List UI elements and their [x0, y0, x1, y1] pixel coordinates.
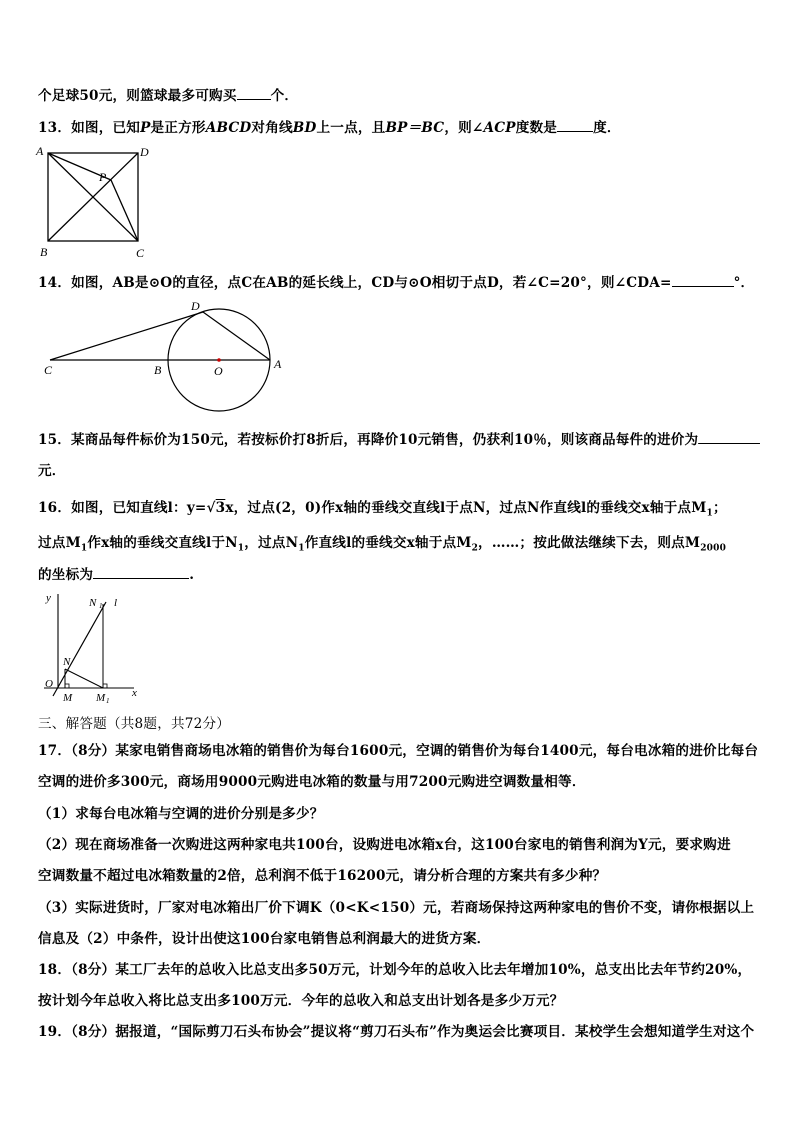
- q12-tail-text: 个足球50元，则篮球最多可购买: [38, 88, 237, 104]
- q16-c1: 的坐标为: [38, 567, 94, 583]
- q18-line1: 18．（8分）某工厂去年的总收入比总支出多50万元，计划今年的总收入比去年增加10%，总支出比去年节约20%，: [38, 962, 752, 978]
- q13-p: P: [140, 120, 151, 136]
- q16-sub-n1b: 1: [298, 543, 305, 554]
- q16-line1: [38, 496, 727, 519]
- sqrt-symbol: √: [206, 500, 216, 516]
- q16-sub-m1: 1: [80, 543, 88, 554]
- q16-line-figure: [38, 590, 148, 710]
- q17-part2b: 空调数量不超过电冰箱数量的2倍，总利润不低于16200元，请分析合理的方案共有多少种？: [38, 868, 607, 884]
- line-l: [53, 602, 106, 696]
- q17-line1: 17．（8分）某家电销售商场电冰箱的销售价为每台1600元，空调的销售价为每台1400元，每台电冰箱的进价比每台: [38, 743, 759, 759]
- q16-root: 3: [215, 500, 226, 516]
- label-a: A: [274, 357, 282, 371]
- q16-a3: ；: [712, 500, 727, 516]
- q13-abcd: ABCD: [205, 120, 252, 136]
- label-n: N: [63, 656, 71, 668]
- q17-part3b: 信息及（2）中条件，设计出使这100台家电销售总利润最大的进货方案．: [38, 931, 491, 947]
- q15-unit: 元．: [38, 463, 66, 479]
- q15-answer-blank[interactable]: [698, 431, 760, 444]
- q16-sub-2000: 2000: [700, 543, 727, 554]
- q15-line1: [38, 428, 760, 448]
- label-o: O: [214, 364, 223, 378]
- label-b: B: [40, 245, 48, 259]
- q12-answer-blank[interactable]: [237, 87, 271, 100]
- segment-da: [203, 312, 270, 360]
- label-n1-sub: 1: [99, 602, 103, 610]
- q16-a2: x，过点(2，0)作x轴的垂线交直线l于点N，过点N作直线l的垂线交x轴于点M: [225, 500, 707, 516]
- label-b: B: [154, 363, 162, 377]
- q13-bd: BD: [292, 120, 317, 136]
- q14-text: 14．如图，AB是⊙O的直径，点C在AB的延长线上，CD与⊙O相切于点D，若∠C=20°，则∠CDA=: [38, 275, 672, 291]
- q13-t2: 是正方形: [150, 120, 206, 136]
- label-d: D: [191, 299, 200, 313]
- q15-line2: [38, 459, 66, 479]
- q13-number: 13．: [38, 120, 72, 136]
- q16-line3: [38, 563, 194, 583]
- segment-pc: [111, 180, 138, 241]
- label-l: l: [114, 597, 118, 609]
- q16-b2: 作x轴的垂线交直线l于N: [87, 535, 238, 551]
- label-y: y: [46, 592, 51, 604]
- q17-part2a: （2）现在商场准备一次购进这两种家电共100台，设购进电冰箱x台，这100台家电的销售利润为Y元，要求购进: [38, 837, 731, 853]
- label-x: x: [132, 687, 137, 699]
- q13-square-figure: [36, 143, 156, 263]
- q19-line1: 19．（8分）据报道，“国际剪刀石头布协会”提议将“剪刀石头布”作为奥运会比赛项目．某校学生会想知道学生对这个: [38, 1024, 755, 1040]
- q16-c2: .: [189, 567, 195, 583]
- q16-sub-m2: 2: [471, 543, 479, 554]
- q16-b4: 作直线l的垂线交x轴于点M: [304, 535, 472, 551]
- q16-b3: ，过点N: [244, 535, 299, 551]
- right-angle-m1: [103, 684, 107, 688]
- tangent-cd: [50, 312, 203, 360]
- q13-t5: ，则∠: [444, 120, 484, 136]
- q15-text: 15．某商品每件标价为150元，若按标价打8折后，再降价10元销售，仍获利10％，则该商品每件的进价为: [38, 432, 699, 448]
- section-heading: 三、解答题（共8题，共72分）: [38, 716, 231, 732]
- q13-acp: ACP: [483, 120, 516, 136]
- q16-sub1: 1: [706, 508, 713, 519]
- q13-text: [38, 116, 621, 136]
- q13-t6: 度数是: [515, 120, 558, 136]
- center-dot: [217, 358, 221, 362]
- q13-t3: 对角线: [251, 120, 293, 136]
- label-o: O: [45, 678, 53, 690]
- right-angle-m: [65, 684, 69, 688]
- segment-nm1: [65, 669, 103, 688]
- q12-tail-line: [38, 84, 298, 104]
- q13-unit: 度．: [593, 120, 621, 136]
- q13-t4: 上一点，且: [316, 120, 386, 136]
- q13-eq: BP＝BC: [385, 120, 445, 136]
- q13-t1: 如图，已知: [71, 120, 141, 136]
- q16-b5: ，……；按此做法继续下去，则点M: [478, 535, 701, 551]
- q14-text-line: [38, 271, 754, 291]
- label-d: D: [140, 145, 149, 159]
- q13-answer-blank[interactable]: [557, 119, 593, 132]
- label-m1: M: [96, 692, 106, 704]
- q17-part1: （1）求每台电冰箱与空调的进价分别是多少？: [38, 806, 324, 822]
- q14-unit: °．: [733, 275, 755, 291]
- label-m1-sub: 1: [106, 697, 110, 705]
- label-p: P: [99, 170, 107, 184]
- label-a: A: [36, 144, 44, 158]
- label-c: C: [44, 363, 53, 377]
- q17-part3a: （3）实际进货时，厂家对电冰箱出厂价下调K（0<K<150）元，若商场保持这两种家电的售价不变，请你根据以上: [38, 900, 755, 916]
- q16-sub-n1a: 1: [237, 543, 245, 554]
- q18-line2: 按计划今年总收入将比总支出多100万元．今年的总收入和总支出计划各是多少万元？: [38, 993, 564, 1009]
- q17-line2: 空调的进价多300元，商场用9000元购进电冰箱的数量与用7200元购进空调数量相等．: [38, 774, 586, 790]
- q14-answer-blank[interactable]: [672, 274, 734, 287]
- label-m: M: [63, 692, 73, 704]
- label-n1: N: [89, 597, 97, 609]
- q16-answer-blank[interactable]: [93, 566, 189, 579]
- q16-a1: 16．如图，已知直线l：y=: [38, 500, 207, 516]
- q14-circle-figure: [40, 300, 300, 420]
- label-c: C: [136, 246, 145, 260]
- q16-line2: [38, 531, 726, 554]
- q16-b1: 过点M: [38, 535, 81, 551]
- q12-unit: 个．: [270, 88, 299, 104]
